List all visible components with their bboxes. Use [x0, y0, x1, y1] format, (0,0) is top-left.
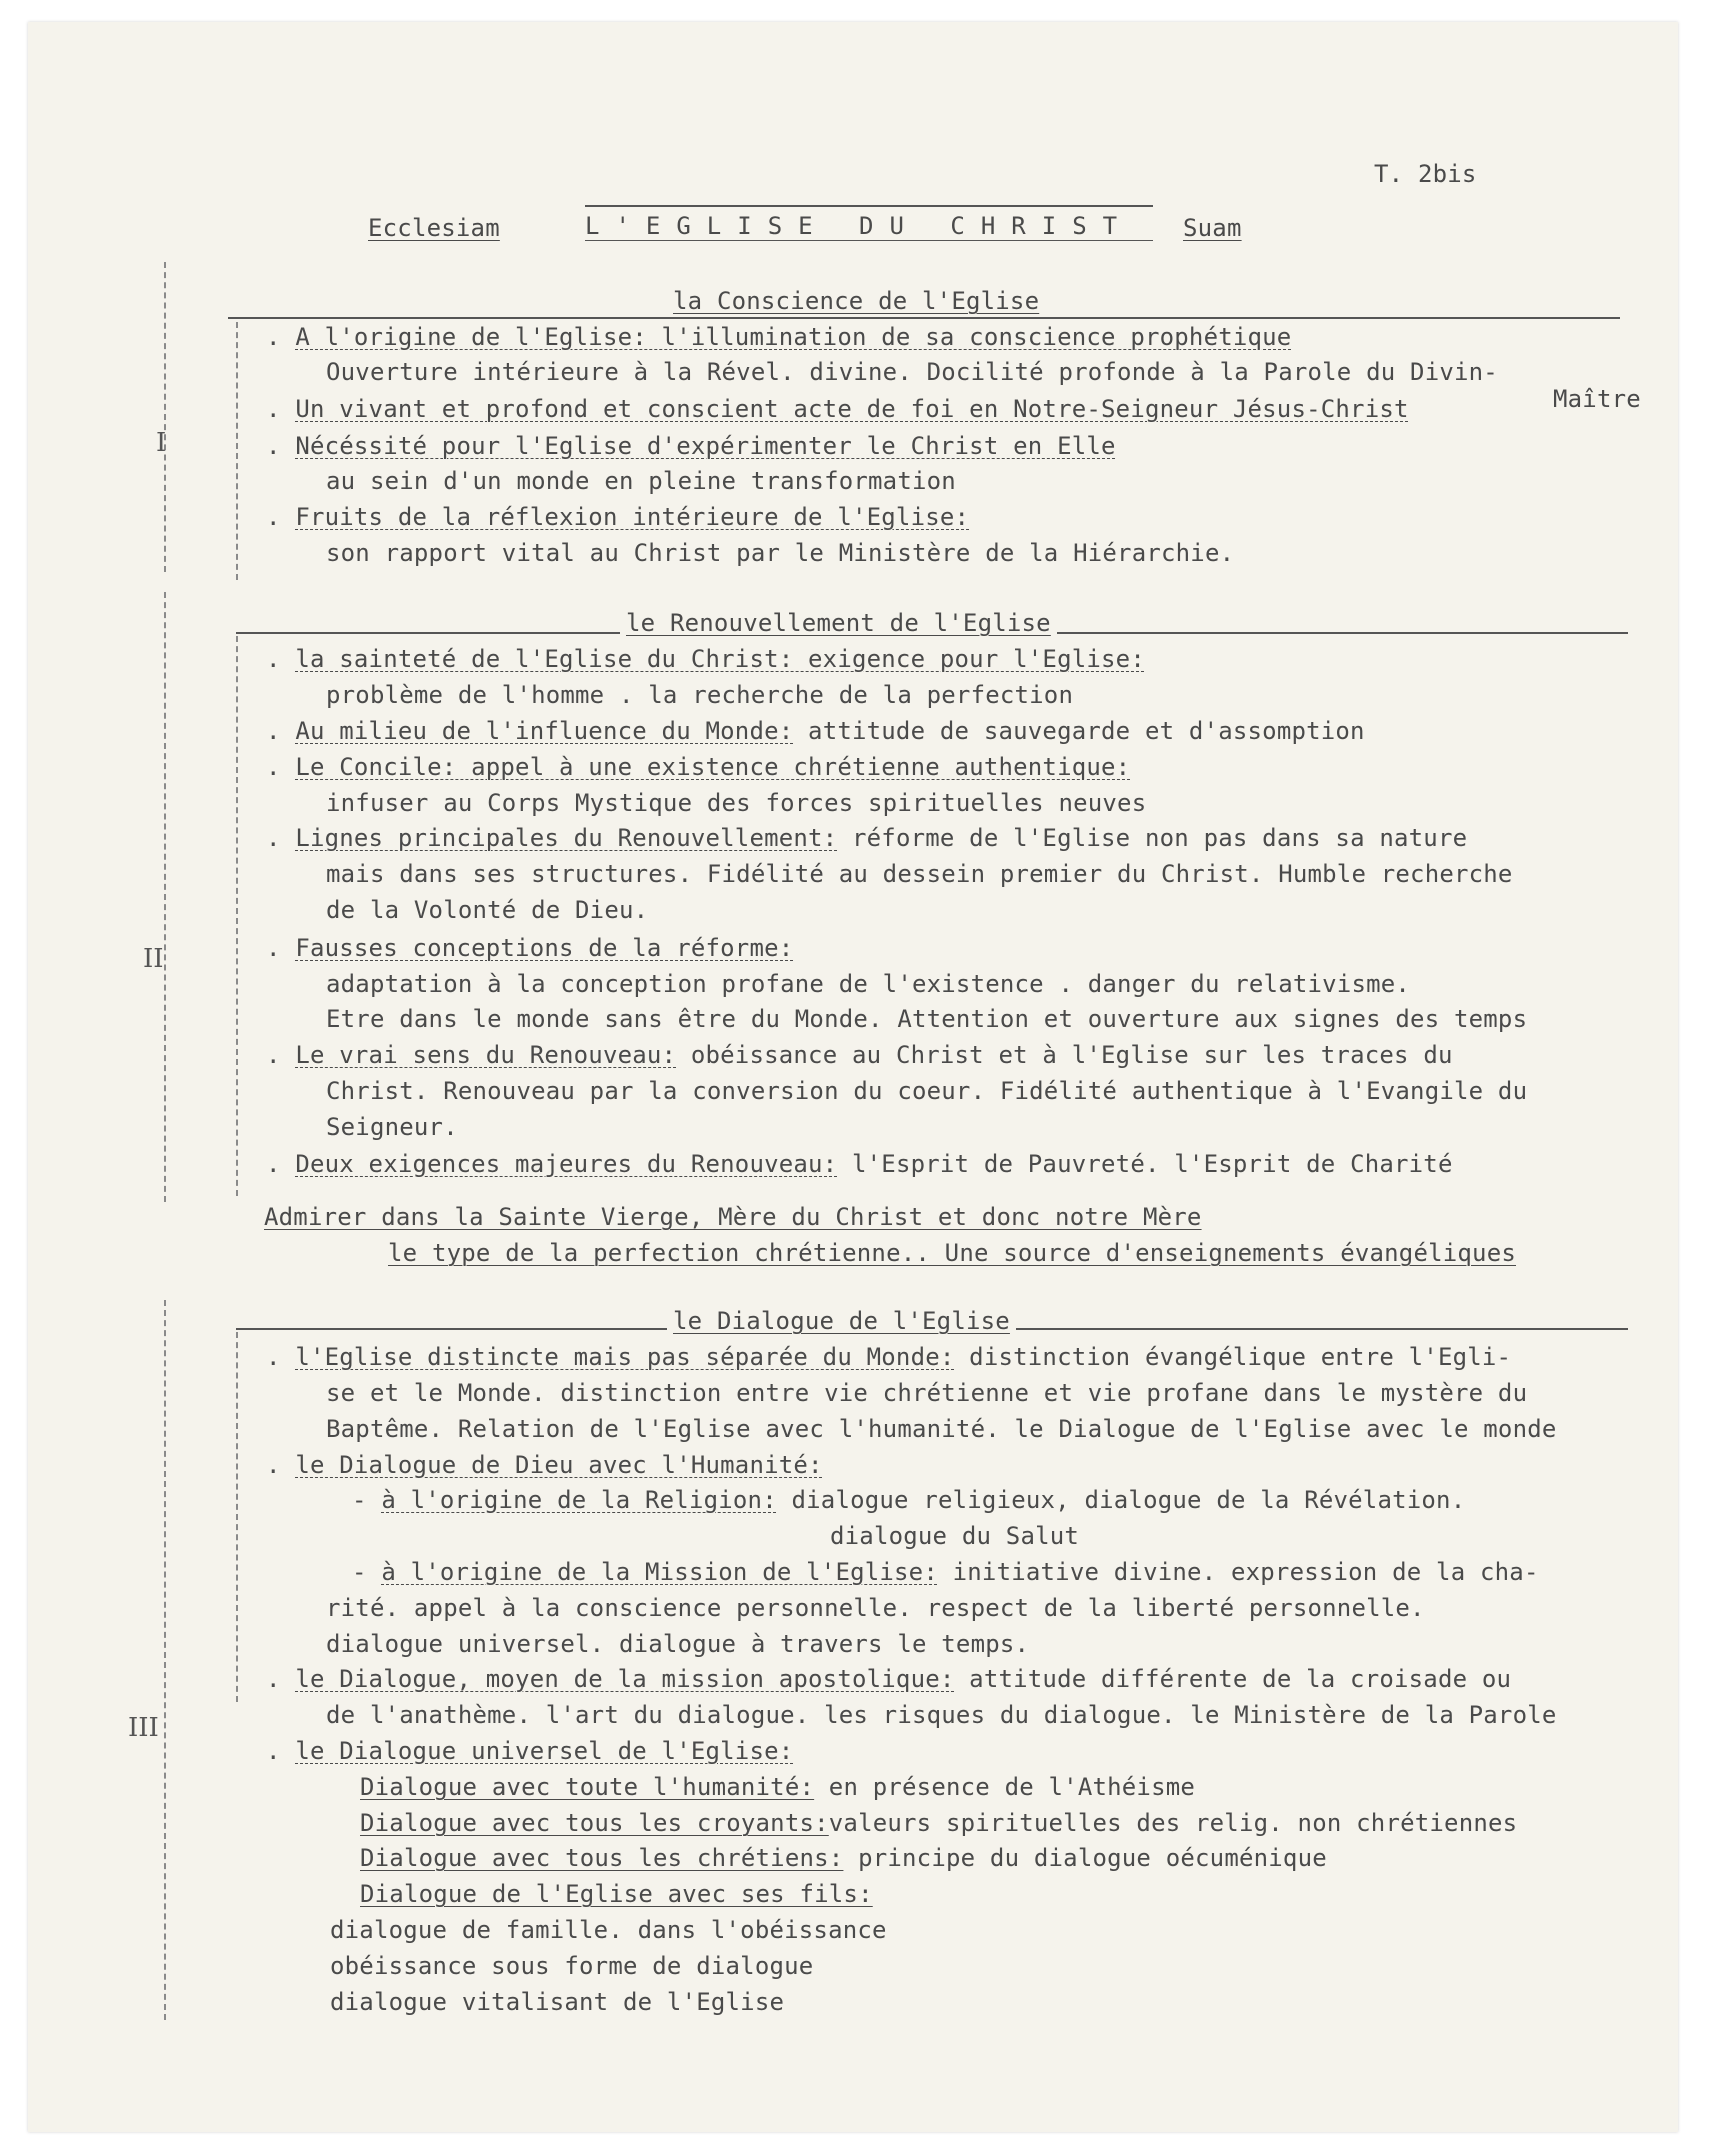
- list-item: problème de l'homme . la recherche de la perfection: [326, 681, 1074, 709]
- section-3-heading: le Dialogue de l'Eglise: [667, 1306, 1016, 1336]
- list-item: . Un vivant et profond et conscient acte de foi en Notre-Seigneur Jésus-Christ: [266, 395, 1409, 423]
- document-reference: T. 2bis: [1374, 160, 1477, 188]
- list-item: son rapport vital au Christ par le Ministère de la Hiérarchie.: [326, 539, 1235, 567]
- list-item: Dialogue avec tous les chrétiens: principe du dialogue oécuménique: [360, 1844, 1327, 1872]
- section-2-heading: le Renouvellement de l'Eglise: [620, 608, 1057, 638]
- list-item: Seigneur.: [326, 1113, 458, 1141]
- list-item: infuser au Corps Mystique des forces spirituelles neuves: [326, 789, 1147, 817]
- section-3-roman: III: [128, 1713, 159, 1743]
- list-item: dialogue universel. dialogue à travers le temps.: [326, 1630, 1030, 1658]
- list-item: . le Dialogue universel de l'Eglise:: [266, 1737, 794, 1765]
- list-item: dialogue de famille. dans l'obéissance: [330, 1916, 887, 1944]
- list-item: adaptation à la conception profane de l'existence . danger du relativisme.: [326, 970, 1411, 998]
- list-item: . Fruits de la réflexion intérieure de l'Eglise:: [266, 503, 970, 531]
- list-item: . la sainteté de l'Eglise du Christ: exigence pour l'Eglise:: [266, 645, 1145, 673]
- marian-note-line-1: Admirer dans la Sainte Vierge, Mère du Christ et donc notre Mère: [264, 1203, 1202, 1231]
- list-item: Ouverture intérieure à la Rével. divine. Docilité profonde à la Parole du Divin-: [326, 358, 1498, 386]
- list-item: . l'Eglise distincte mais pas séparée du Monde: distinction évangélique entre l'Egli-: [266, 1343, 1512, 1371]
- list-item: dialogue du Salut: [830, 1522, 1080, 1550]
- section-1-bracket: [236, 322, 238, 580]
- list-item: . le Dialogue, moyen de la mission apostolique: attitude différente de la croisade ou: [266, 1665, 1512, 1693]
- page-title: L'EGLISE DU CHRIST: [585, 212, 1134, 240]
- list-item: . Au milieu de l'influence du Monde: attitude de sauvegarde et d'assomption: [266, 717, 1365, 745]
- marian-note-line-2: le type de la perfection chrétienne.. Une source d'enseignements évangéliques: [388, 1239, 1516, 1267]
- list-item: dialogue vitalisant de l'Eglise: [330, 1988, 785, 2016]
- list-item: . le Dialogue de Dieu avec l'Humanité:: [266, 1451, 823, 1479]
- list-item: se et le Monde. distinction entre vie chrétienne et vie profane dans le mystère du: [326, 1379, 1528, 1407]
- list-item: Etre dans le monde sans être du Monde. Attention et ouverture aux signes des temps: [326, 1005, 1528, 1033]
- list-item: . Deux exigences majeures du Renouveau: l'Esprit de Pauvreté. l'Esprit de Charité: [266, 1150, 1453, 1178]
- list-item: Baptême. Relation de l'Eglise avec l'humanité. le Dialogue de l'Eglise avec le monde: [326, 1415, 1557, 1443]
- section-1-rule: [228, 317, 1620, 319]
- margin-line-2: [164, 592, 166, 1202]
- list-item: . A l'origine de l'Eglise: l'illumination de sa conscience prophétique: [266, 323, 1292, 351]
- list-item: . Lignes principales du Renouvellement: réforme de l'Eglise non pas dans sa nature: [266, 824, 1468, 852]
- section-2-bracket: [236, 636, 238, 1196]
- list-item: Dialogue avec toute l'humanité: en présence de l'Athéisme: [360, 1773, 1196, 1801]
- margin-line-1: [164, 262, 166, 572]
- section-3-bracket: [236, 1332, 238, 1702]
- list-item: . Le vrai sens du Renouveau: obéissance au Christ et à l'Eglise sur les traces du: [266, 1041, 1453, 1069]
- list-item: rité. appel à la conscience personnelle. respect de la liberté personnelle.: [326, 1594, 1425, 1622]
- section-1-roman: I: [156, 428, 167, 458]
- title-overline: [585, 205, 1153, 207]
- list-item: de l'anathème. l'art du dialogue. les risques du dialogue. le Ministère de la Parole: [326, 1701, 1557, 1729]
- section-2-roman: II: [143, 944, 164, 974]
- list-item: au sein d'un monde en pleine transformation: [326, 467, 956, 495]
- list-item: Dialogue avec tous les croyants:valeurs spirituelles des relig. non chrétiennes: [360, 1809, 1518, 1837]
- title-left-word: Ecclesiam: [368, 214, 500, 242]
- list-item: de la Volonté de Dieu.: [326, 896, 649, 924]
- list-item: Christ. Renouveau par la conversion du coeur. Fidélité authentique à l'Evangile du: [326, 1077, 1528, 1105]
- list-item: . Nécéssité pour l'Eglise d'expérimenter le Christ en Elle: [266, 432, 1116, 460]
- list-item: . Fausses conceptions de la réforme:: [266, 934, 794, 962]
- list-item: Dialogue de l'Eglise avec ses fils:: [360, 1880, 873, 1908]
- list-item: . Le Concile: appel à une existence chrétienne authentique:: [266, 753, 1131, 781]
- list-item: obéissance sous forme de dialogue: [330, 1952, 814, 1980]
- list-item: - à l'origine de la Religion: dialogue religieux, dialogue de la Révélation.: [352, 1486, 1466, 1514]
- title-underline: [585, 240, 1153, 241]
- title-right-word: Suam: [1183, 214, 1242, 242]
- list-item: Maître: [1553, 385, 1641, 413]
- margin-line-3: [164, 1300, 166, 2020]
- list-item: - à l'origine de la Mission de l'Eglise: initiative divine. expression de la cha-: [352, 1558, 1539, 1586]
- list-item: mais dans ses structures. Fidélité au dessein premier du Christ. Humble recherche: [326, 860, 1513, 888]
- section-1-heading: la Conscience de l'Eglise: [667, 286, 1045, 316]
